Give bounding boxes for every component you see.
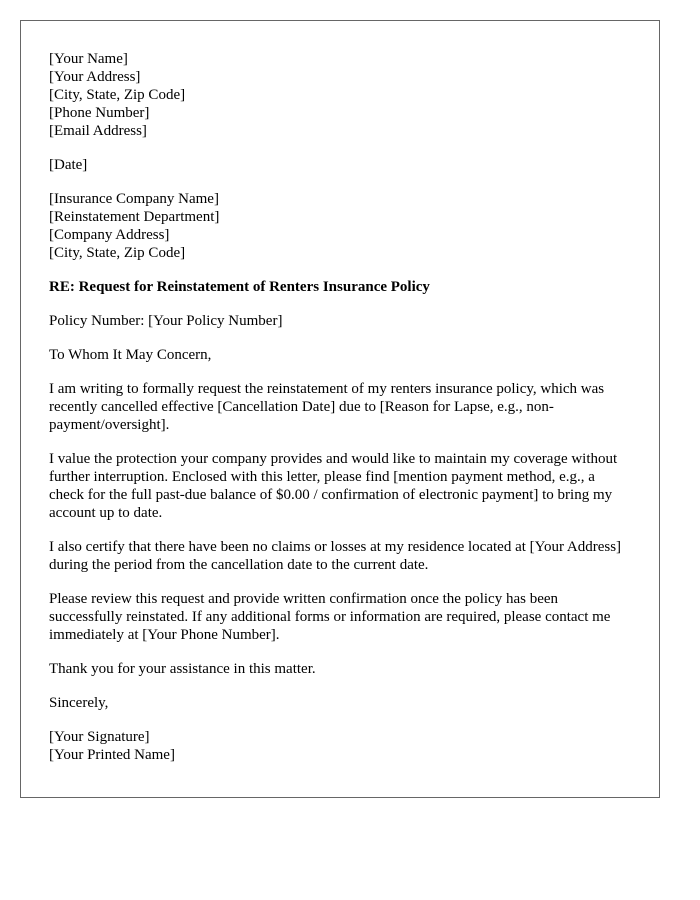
salutation: To Whom It May Concern,: [49, 347, 212, 363]
body-paragraph-2: I value the protection your company provides and would like to maintain my coverage without further interruption. Enclosed with this letter, please find [mention payment method, e.g., a check for the full past-due balance of $0.00 / confirmation of electronic payment] to bring my account up to date.: [49, 451, 618, 521]
sender-name: [Your Name]: [49, 51, 128, 67]
printed-name: [Your Printed Name]: [49, 747, 175, 763]
body-paragraph-1: I am writing to formally request the reinstatement of my renters insurance policy, which was recently cancelled effective [Cancellation Date] due to [Reason for Lapse, e.g., non-payment/oversight].: [49, 381, 605, 433]
sender-block: [49, 50, 631, 140]
recipient-address: [Company Address]: [49, 227, 170, 243]
signature-block: [49, 728, 631, 764]
closing: Sincerely,: [49, 695, 109, 711]
sender-address: [Your Address]: [49, 69, 141, 85]
body-paragraph-5: Thank you for your assistance in this matter.: [49, 661, 316, 677]
date-block: [49, 156, 631, 174]
letter-date: [Date]: [49, 157, 88, 173]
subject-line: RE: Request for Reinstatement of Renters Insurance Policy: [49, 279, 430, 295]
recipient-block: [49, 190, 631, 262]
body-paragraph-3: I also certify that there have been no claims or losses at my residence located at [Your Address] during the period from the cancellation date to the current date.: [49, 539, 622, 573]
sender-email: [Email Address]: [49, 123, 147, 139]
body-paragraph-4: Please review this request and provide written confirmation once the policy has been successfully reinstated. If any additional forms or information are required, please contact me immediately at [Your Phone Number].: [49, 591, 611, 643]
recipient-department: [Reinstatement Department]: [49, 209, 220, 225]
recipient-company: [Insurance Company Name]: [49, 191, 219, 207]
sender-city-state-zip: [City, State, Zip Code]: [49, 87, 186, 103]
sender-phone: [Phone Number]: [49, 105, 150, 121]
letter-page: [20, 20, 660, 798]
signature-placeholder: [Your Signature]: [49, 729, 150, 745]
recipient-city-state-zip: [City, State, Zip Code]: [49, 245, 186, 261]
policy-number: Policy Number: [Your Policy Number]: [49, 313, 283, 329]
